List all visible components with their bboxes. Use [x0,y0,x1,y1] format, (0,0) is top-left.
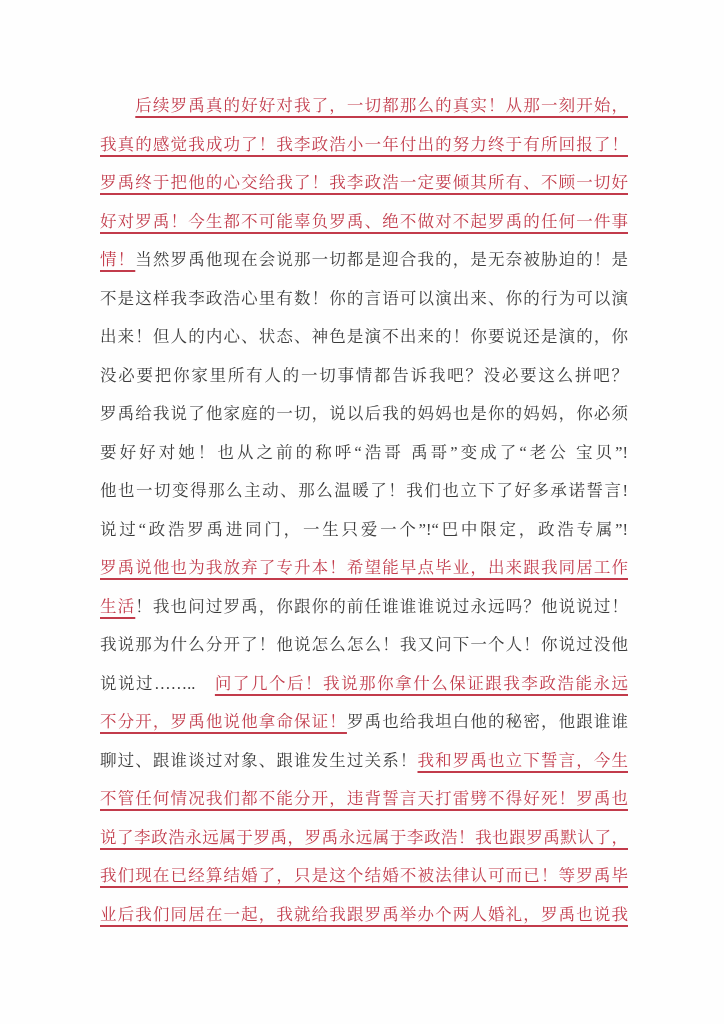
text-line [100,472,628,511]
highlighted-text-segment: 我真的感觉我成功了！我李政浩小一年付出的努力终于有所回报了！ [100,134,628,154]
text-line [100,318,628,357]
text-segment: 不是这样我李政浩心里有数！你的言语可以演出来、你的行为可以演 [100,288,628,308]
highlighted-text-segment: 我们现在已经算结婚了，只是这个结婚不被法律认可而已！等罗禹毕 [100,866,628,885]
text-line [100,780,628,819]
text-line [100,665,628,704]
text-segment: 要好好对她！也从之前的称呼“浩哥 禹哥”变成了“老公 宝贝”! [100,442,628,462]
text-line [100,703,628,742]
highlighted-text-segment: 罗禹说他也为我放弃了专升本！希望能早点毕业，出来跟我同居工作 [100,558,628,577]
text-line [100,857,628,896]
text-line [100,588,628,627]
highlighted-text-segment: 不分开，罗禹他说他拿命保证！ [100,712,347,731]
text-segment: 说说过…….. [100,673,215,693]
text-line [100,511,628,550]
highlighted-text-segment: 业后我们同居在一起，我就给我跟罗禹举办个两人婚礼，罗禹也说我 [100,904,628,924]
text-line [100,434,628,473]
text-segment: 没必要把你家里所有人的一切事情都告诉我吧？没必要这么拼吧？ [100,365,628,385]
text-line [100,626,628,665]
text-line [100,126,628,165]
highlighted-text-segment: 罗禹终于把他的心交给我了！我李政浩一定要倾其所有、不顾一切好 [100,173,628,192]
highlighted-text-segment: 生活 [100,596,136,616]
text-line [100,742,628,781]
text-segment: 出来！但人的内心、状态、神色是演不出来的！你要说还是演的，你 [100,327,628,346]
highlighted-text-segment: 说了李政浩永远属于罗禹，罗禹永远属于李政浩！我也跟罗禹默认了， [100,827,628,847]
text-line [100,357,628,396]
text-line [100,819,628,858]
text-line [100,896,628,935]
text-segment: ！我也问过罗禹，你跟你的前任谁谁谁说过永远吗？他说说过！ [135,596,628,616]
text-line [100,241,628,280]
text-segment: 罗禹也给我坦白他的秘密，他跟谁谁 [346,712,628,731]
text-line [100,549,628,588]
document-text [100,87,628,934]
text-segment: 罗禹给我说了他家庭的一切，说以后我的妈妈也是你的妈妈，你必须 [100,404,628,423]
text-line [100,395,628,434]
text-line [100,87,628,126]
text-line [100,164,628,203]
text-segment: 我说那为什么分开了！他说怎么怎么！我又问下一个人！你说过没他 [100,635,628,654]
text-segment [100,96,135,115]
text-segment: 说过“政浩罗禹进同门，一生只爱一个”!“巴中限定，政浩专属”! [100,519,628,539]
highlighted-text-segment: 后续罗禹真的好好对我了，一切都那么的真实！从那一刻开始， [135,96,628,115]
highlighted-text-segment: 不管任何情况我们都不能分开，违背誓言天打雷劈不得好死！罗禹也 [100,789,628,808]
text-segment: 聊过、跟谁谈过对象、跟谁发生过关系！ [100,750,418,770]
highlighted-text-segment: 情！ [100,250,136,269]
text-segment: 他也一切变得那么主动、那么温暖了！我们也立下了好多承诺誓言! [100,481,628,500]
highlighted-text-segment: 我和罗禹也立下誓言，今生 [417,750,628,770]
highlighted-text-segment: 问了几个后！我说那你拿什么保证跟我李政浩能永远 [214,673,628,693]
highlighted-text-segment: 好对罗禹！今生都不可能辜负罗禹、绝不做对不起罗禹的任何一件事 [100,211,628,231]
text-line [100,280,628,319]
text-segment: 当然罗禹他现在会说那一切都是迎合我的，是无奈被胁迫的！是 [135,250,628,269]
text-line [100,203,628,242]
